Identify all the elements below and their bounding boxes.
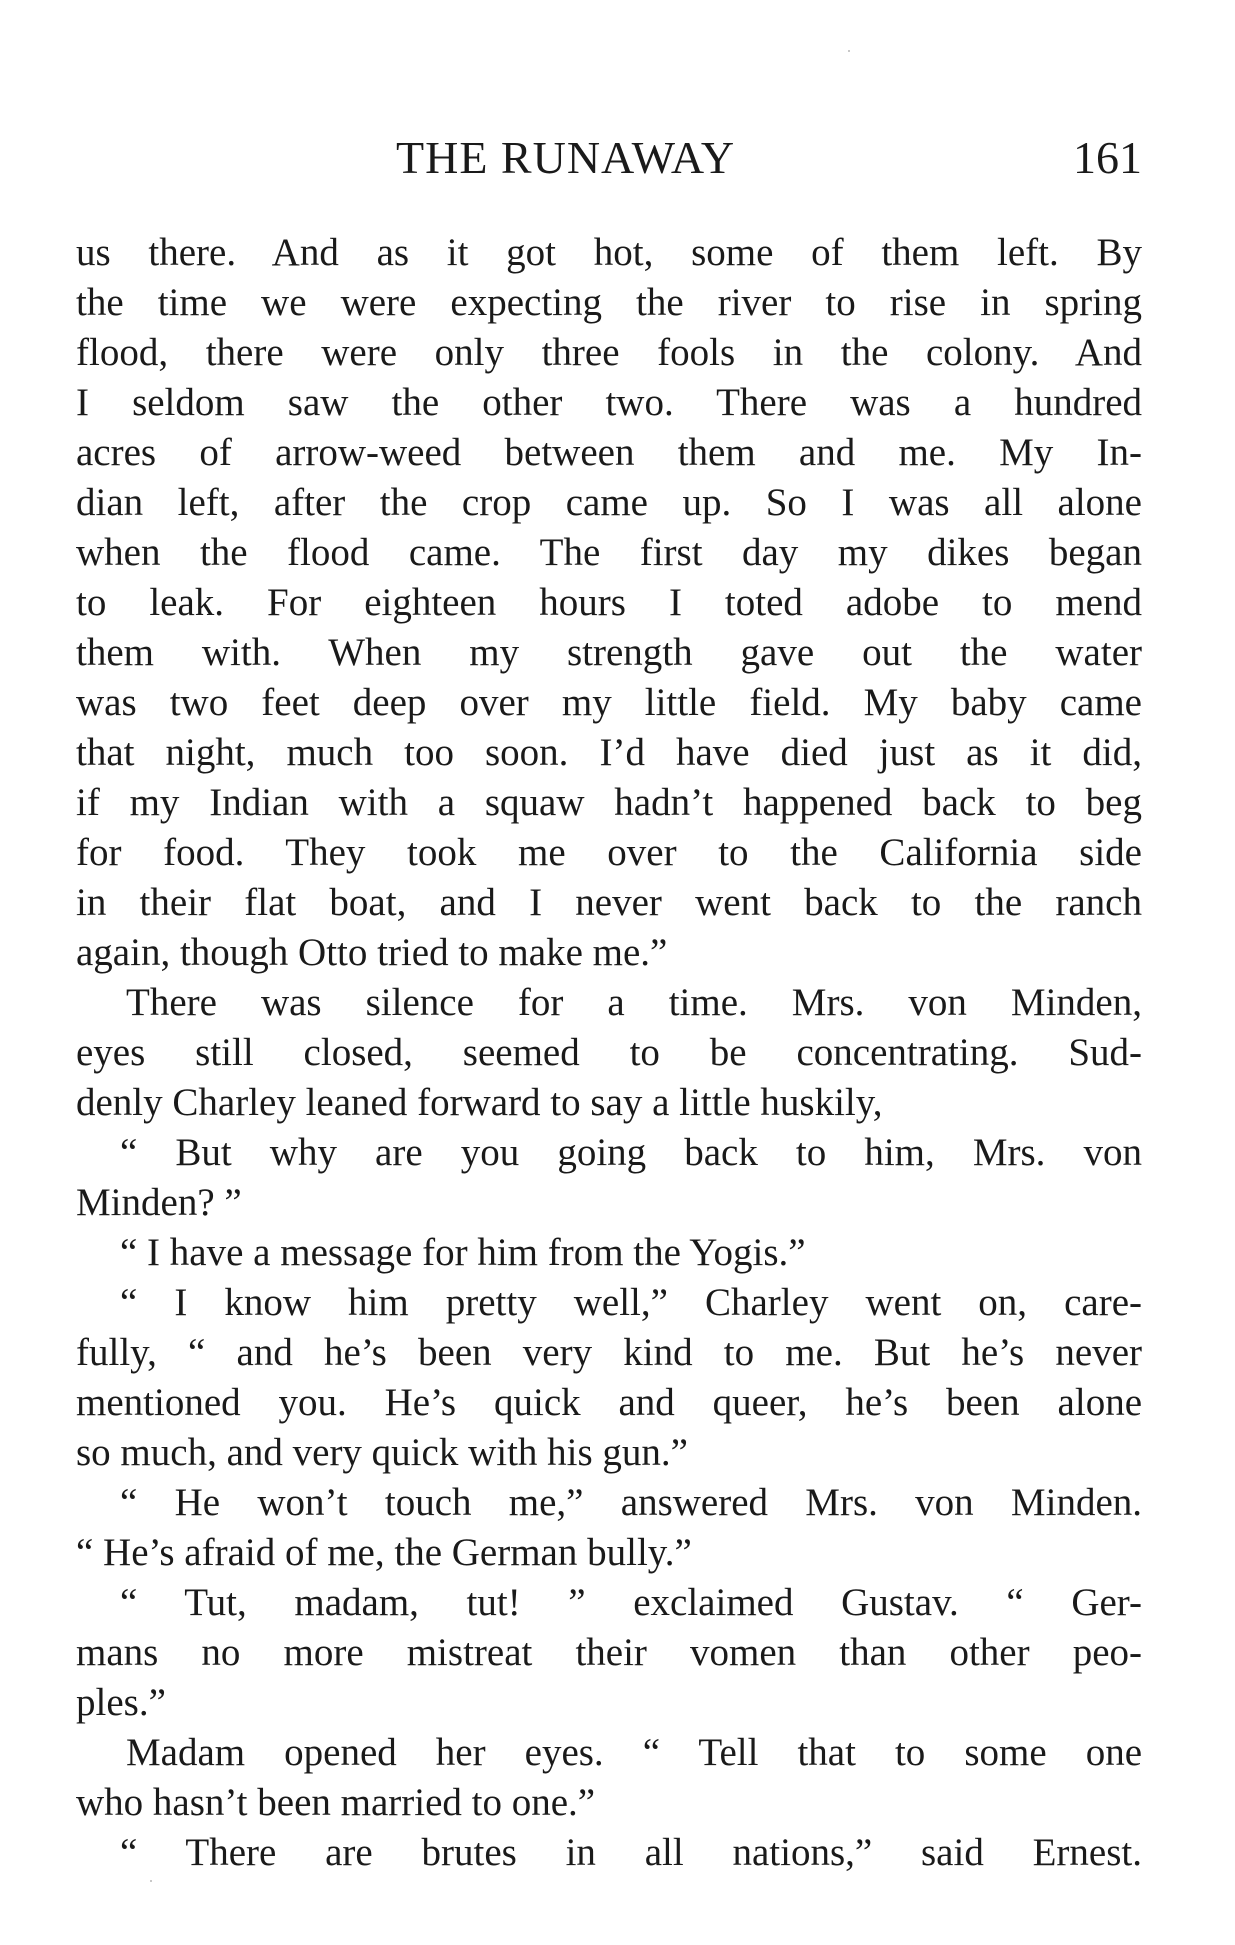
page-number: 161: [1073, 132, 1142, 183]
text-line: Madam opened her eyes. “ Tell that to some one: [126, 1731, 1142, 1774]
text-line: when the flood came. The first day my dikes began: [76, 531, 1142, 574]
text-line: acres of arrow-weed between them and me. My In-: [76, 431, 1142, 474]
text-line: “ I know him pretty well,” Charley went on, care-: [120, 1281, 1142, 1324]
text-line: them with. When my strength gave out the water: [76, 631, 1142, 674]
text-line: flood, there were only three fools in the colony. And: [76, 331, 1142, 374]
text-line: “ I have a message for him from the Yogis.”: [120, 1231, 806, 1274]
scan-speck: [848, 50, 850, 52]
text-line: for food. They took me over to the California side: [76, 831, 1142, 874]
text-line: fully, “ and he’s been very kind to me. But he’s never: [76, 1331, 1142, 1374]
body-text: [76, 228, 1142, 1878]
chapter-title: THE RUNAWAY: [396, 132, 736, 183]
running-head: [76, 128, 1142, 188]
text-line: in their flat boat, and I never went back to the ranch: [76, 881, 1142, 924]
text-line: Minden? ”: [76, 1181, 242, 1224]
text-line: again, though Otto tried to make me.”: [76, 931, 668, 974]
scan-speck: [150, 1880, 152, 1882]
text-line: so much, and very quick with his gun.”: [76, 1431, 688, 1474]
text-line: if my Indian with a squaw hadn’t happened back to beg: [76, 781, 1142, 824]
text-line: denly Charley leaned forward to say a little huskily,: [76, 1081, 883, 1124]
text-line: mentioned you. He’s quick and queer, he’s been alone: [76, 1381, 1142, 1424]
text-line: that night, much too soon. I’d have died just as it did,: [76, 731, 1142, 774]
text-line: dian left, after the crop came up. So I was all alone: [76, 481, 1142, 524]
text-line: mans no more mistreat their vomen than other peo-: [76, 1631, 1142, 1674]
text-line: was two feet deep over my little field. My baby came: [76, 681, 1142, 724]
text-line: ples.”: [76, 1681, 166, 1724]
text-line: who hasn’t been married to one.”: [76, 1781, 596, 1824]
text-line: “ There are brutes in all nations,” said Ernest.: [120, 1831, 1142, 1874]
text-line: “ Tut, madam, tut! ” exclaimed Gustav. “ Ger-: [120, 1581, 1142, 1624]
text-line: “ But why are you going back to him, Mrs. von: [120, 1131, 1142, 1174]
text-line: I seldom saw the other two. There was a hundred: [76, 381, 1142, 424]
text-line: eyes still closed, seemed to be concentrating. Sud-: [76, 1031, 1142, 1074]
text-line: There was silence for a time. Mrs. von Minden,: [126, 981, 1142, 1024]
text-line: the time we were expecting the river to rise in spring: [76, 281, 1142, 324]
text-line: to leak. For eighteen hours I toted adobe to mend: [76, 581, 1142, 624]
text-line: “ He’s afraid of me, the German bully.”: [76, 1531, 692, 1574]
text-line: “ He won’t touch me,” answered Mrs. von Minden.: [120, 1481, 1142, 1524]
text-line: us there. And as it got hot, some of them left. By: [76, 231, 1142, 274]
